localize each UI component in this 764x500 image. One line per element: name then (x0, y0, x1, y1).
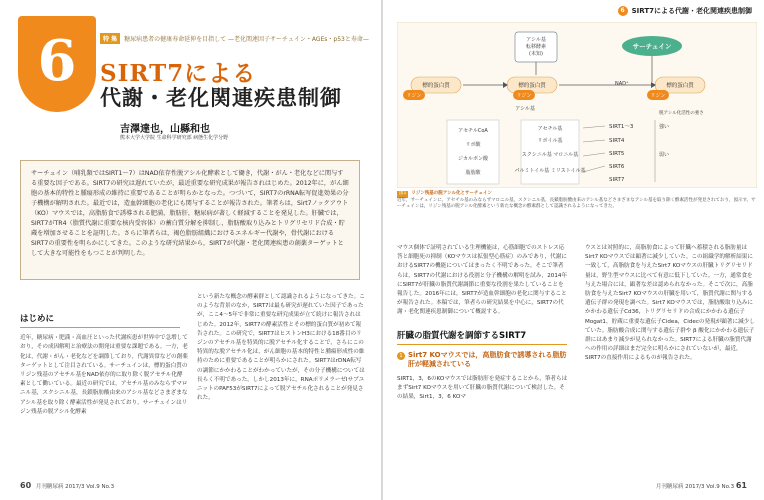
target-protein-mid-label: 標的蛋白質 (518, 83, 546, 89)
body-text-1: 近年，糖尿病・肥満・高血圧といった代謝疾患が世界中で急増しており，その成因解明と治療法の開発は重要な課題である。一方，老化は，代謝・がん・老化などを調節しており，代謝異常などの創薬ターゲットとして注目されている。サーチュインは，標的蛋白質のリジン残基のアセチル基をNAD依存的に取り除く脱アセチル化酵素として働いている。最近の研究では，アセチル基のみならずマロニル基，スクシニル基，長鎖脂肪酸由来のアシル基などさまざまなアシル基を取り除く酵素活性が発見されており，サーチュインはリジン残基の脱アシル化酵素 (20, 335, 188, 415)
deacylation-strength-label: 脱アシル化活性の強さ (659, 111, 704, 116)
running-head-title: SIRT7による代謝・老化関連疾患制御 (631, 7, 752, 15)
subsection-title: Sirt7 KOマウスでは，高脂肪食で誘導される脂肪肝が軽減されている (408, 350, 567, 369)
sirt-7: SIRT7 (609, 177, 625, 183)
target-protein-right-label: 標的蛋白質 (666, 83, 694, 89)
article-title-line2: 代謝・老化関連疾患制御 (100, 85, 342, 110)
feature-tag-text: 糖尿病患者の健康寿命延伸を目指して —老化関連因子サーチュイン・AGEs・p53と寿命— (124, 35, 369, 43)
donor-4: 脂肪酸 (465, 170, 481, 176)
article-title-line1: SIRT7による (100, 60, 257, 87)
footer-left (20, 481, 114, 490)
donor-3: ジカルボン酸 (457, 156, 489, 162)
section-heading-liver: 肝臓の脂質代謝を調節するSIRT7 (397, 332, 567, 345)
chapter-badge (18, 16, 96, 112)
right-body-text-2: ウスとは対照的に，高脂肪食によって肝臓へ蓄積される脂肪量はSirt7 KOマウスでは顕著に減少していた。この組織学的解析結果に一致して，高脂肪食を与えたSirt7 KOマウスの肝臓トリグリセリド量は，野生型マウスに比べて有意に低下していた。一方，通常食を与えた場合には，顕著な差は認められなかった。そこで次に，高脂肪食を与えたSirt7 KOマウスの肝臓を用いて，脂質代謝に関与する遺伝子群の発現を調べた。Sirt7 KOマウスでは，脂肪酸取り込みにかかわる遺伝子Cd36，トリグリセリドの合成にかかわる遺伝子Mogat1，貯蔵に重要な遺伝子Cidea，Cidecの発現が顕著に減少していた。脂肪酸合成に関与する遺伝子群や β 酸化にかかわる遺伝子群にはあまり減少が見られなかった。SIRT7による肝臓の脂質代謝への作用の詳細はまだ完全に明らかにされていないが，最近，SIRT7の直接作用によるものが報告された。 (585, 245, 755, 362)
acyl-1: アセチル基 (537, 126, 563, 132)
acyltransferase-line: 転移酵素 (525, 44, 547, 50)
body-column-2 (197, 293, 365, 403)
caption-text: 近年，サーチュインに，アセチル基のみならずマロニル基，スクシニル基，長鎖脂肪酸由来のアシル基などさまざまなアシル基を取り除く酵素活性が発見されており，図示す。サーチュインは，リジン残基の脱アシル化酵素という新たな概念の酵素群として認識されるようになってきた。 (397, 197, 756, 209)
right-column-1 (397, 244, 569, 402)
sirt-5: SIRT5 (609, 151, 625, 157)
running-head-badge: 6 (618, 6, 628, 16)
section-heading-intro: はじめに (20, 315, 180, 328)
acyl-3: スクシニル基 マロニル基 (521, 152, 579, 158)
figure-diagram (397, 22, 757, 188)
left-page (0, 0, 381, 500)
lysine-mid-label: リジン (516, 93, 532, 99)
author-affiliation: 熊本大学大学院 生命科学研究部 病態生化学分野 (120, 135, 229, 141)
sirtuin-label: サーチュイン (632, 42, 672, 51)
right-page (383, 0, 764, 500)
caption-title: リジン残基の脱アシル化とサーチュイン (411, 191, 492, 196)
journal-info-right: 月刊糖尿病 2017/3 Vol.9 No.3 (655, 484, 735, 490)
right-body-columns (397, 244, 757, 474)
caption-label: 図1 (399, 191, 407, 196)
strength-strong: 強い (659, 124, 670, 130)
subsection-heading (397, 351, 569, 370)
journal-info-left: 月刊糖尿病 2017/3 Vol.9 No.3 (35, 484, 115, 490)
body-columns (20, 293, 365, 478)
figure-caption (397, 191, 757, 211)
figure-1 (397, 22, 757, 188)
feature-tag-box: 特 集 (100, 33, 120, 44)
right-intro-text: マウス個体で証明されている生理機能は，心筋細胞でのストレス応答と細胞死の抑制（KOマウスは拡張型心筋症）のみであり，代謝におけるSIRT7の機能についてはまったく不明であった。そこで筆者らは，SIRT7の代謝における役割と分子機構の解明を試み，2014年にSIRT7が肝臓の脂質代謝調節に重要な役割を果たしていることを報告した。2016年には，SIRT7が造血幹細胞の老化に関与することが報告された。本稿では，筆者らの研究結果を中心に，SIRT7の代謝・老化関連疾患制御について概説する。 (397, 245, 568, 316)
acyl-group-label: アシル基 (515, 106, 535, 112)
sirt-1-3: SIRT1〜3 (609, 124, 634, 130)
running-head (618, 6, 752, 16)
page-number-right: 61 (735, 481, 747, 490)
right-body-text-1: SIRT1，3，6のKOマウスでは脂肪肝を発症することから，筆者らはまずSirt7 KOマウスを用いて肝臓の脂質代謝について検討した。その結果，Sirt1，3，6 KOマ (397, 375, 568, 401)
page-number-left: 60 (20, 481, 32, 490)
sirt-4: SIRT4 (609, 138, 625, 144)
footer-right (656, 481, 750, 490)
acyl-2: リボイル基 (537, 138, 563, 144)
target-protein-left-label: 標的蛋白質 (422, 83, 450, 89)
strength-weak: 弱い (659, 152, 670, 158)
acyl-4: パルミトイル基 ミリストイル基 (514, 168, 586, 174)
feature-tag (100, 33, 369, 43)
donor-1: アセチルCoA (458, 128, 488, 134)
acyltransferase-line: (未知) (529, 51, 543, 57)
chapter-number: 6 (37, 28, 77, 94)
article-authors: 吉澤達也，山縣和也 (120, 124, 210, 135)
body-column-1 (20, 293, 188, 417)
nad-label: NAD⁺ (615, 81, 629, 87)
lysine-left-label: リジン (406, 93, 422, 99)
abstract-box: サーチュイン（哺乳類ではSIRT1〜7）はNAD依存性脱アシル化酵素として働き，代謝・がん・老化などに関与する重要な因子である。SIRT7の研究は遅れていたが，最近重要な研究成果が報告されはじめた。2012年に，がん細胞の基本的特性と腫瘍形成の維持に重要であることが明らかとなった。つづいて，SIRT7のrRNA転写促進効果の分子機構が解明された。最近では，造血幹細胞の老化にも関与することが報告された。筆者らは，Sirt7ノックアウト（KO）マウスでは，高脂肪食で誘導される肥満，脂肪肝，糖尿病が著しく軽減することを発見した。肝臓では，SIRT7がTR4（脂質代謝に重要な核内受容体）の蓄白質分解を抑制し，脂肪酸取り込みとトリグリセリド合成・貯蔵を増加させることを証明した。さらに筆者らは，褐色脂肪組織におけるエネルギー代謝や，骨代謝におけるSIRT7の重要性を明らかにしてきた。このような研究結果から，SIRT7が代謝・老化関連疾患の創薬ターゲットとして大きな可能性をもつことが判明した。 (20, 160, 360, 280)
subsection-number: 1 (397, 352, 405, 360)
sirt-6: SIRT6 (609, 164, 625, 170)
acyltransferase-line: アシル基 (526, 37, 546, 43)
donor-2: リボ酸 (465, 142, 481, 148)
lysine-right-label: リジン (650, 93, 666, 99)
body-text-2: という新たな概念の酵素群として認識されるようになってきた。このような背景のなか，SIRT7は最も研究が遅れていた因子であったが，ここ4〜5年で非常に重要な研究成果が立て続けに報告されはじめた。2012年，SIRT7の酵素活性とその標的蛋白質が初めて報告された。この研究で，SIRT7はヒストンH3における18番目のリジンのアセチル基を特異的に脱アセチル化することで，さらにこの特異的な脱アセチル化は，がん細胞の基本的特性と腫瘍形成性の維持のために重要であることが明らかにされた。SIRT7はrDNA転写の調節にかかわることがわかっていたが，その分子機構については長らく不明であった。しかし2013年に，RNAポリメラーゼⅠサブユニットのPAF53がSIRT7によって脱アセチル化されることが発見された。 (197, 294, 365, 402)
right-column-2 (585, 244, 757, 364)
